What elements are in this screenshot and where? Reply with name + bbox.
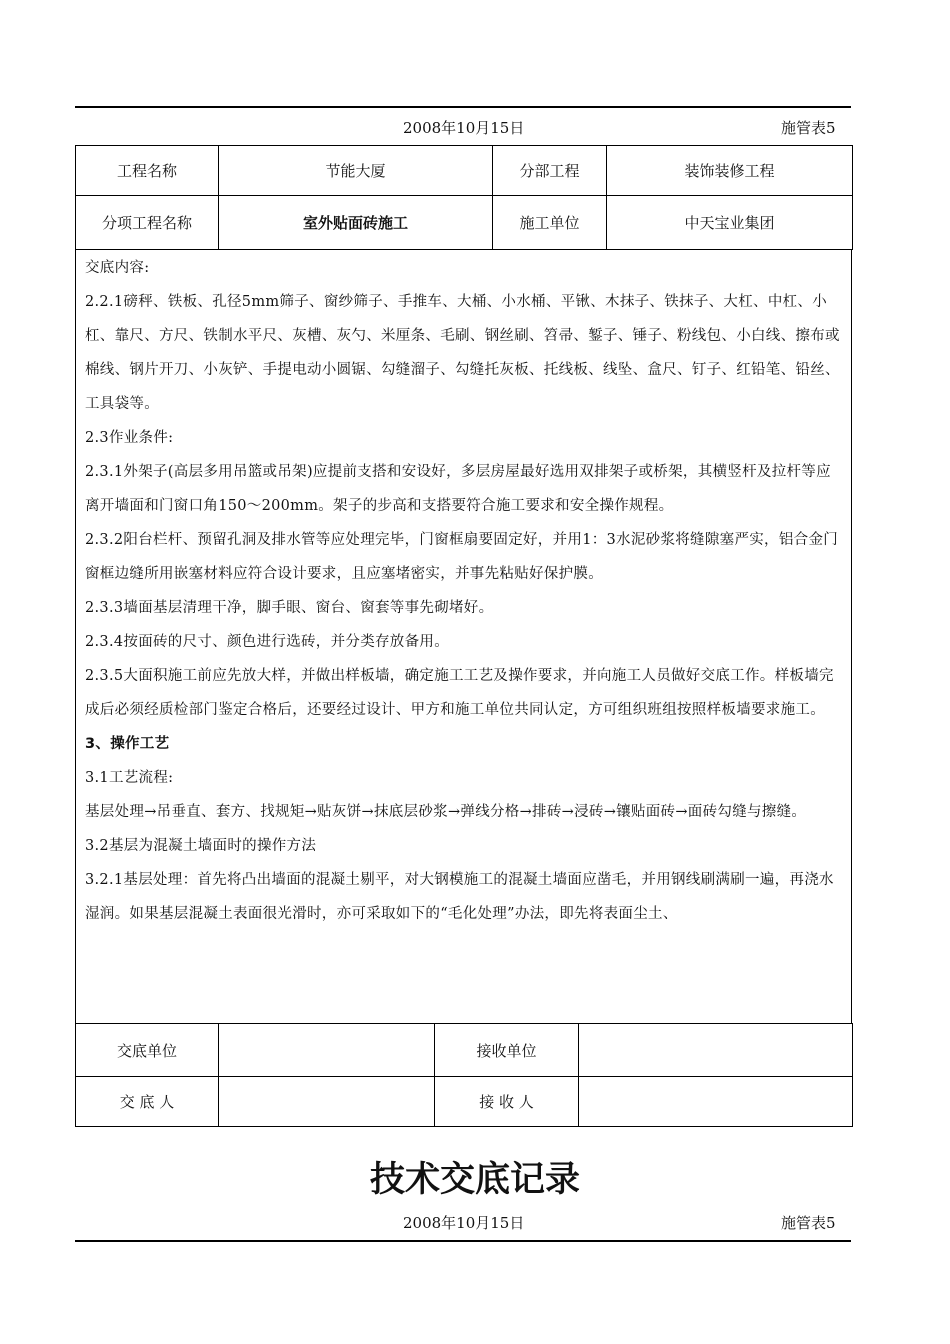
signature-row: [76, 1024, 853, 1077]
giver-label: 交 底 人: [76, 1077, 219, 1127]
info-row: [76, 146, 853, 196]
giver-unit-label: 交底单位: [76, 1024, 219, 1077]
giver-value: [219, 1077, 435, 1127]
signature-row: [76, 1077, 853, 1127]
content-paragraph: 3.2基层为混凝土墙面时的操作方法: [85, 838, 317, 854]
receiver-unit-label: 接收单位: [435, 1024, 579, 1077]
info-table: [75, 145, 853, 250]
project-name-label: 工程名称: [76, 146, 219, 196]
construction-unit-value: 中天宝业集团: [607, 196, 853, 250]
content-paragraph: 2.2.1磅秤、铁板、孔径5mm筛子、窗纱筛子、手推车、大桶、小水桶、平锹、木抹子、铁抹子、大杠、中杠、小杠、靠尺、方尺、铁制水平尺、灰槽、灰勺、米厘条、毛刷、钢丝刷、笤帚、錾子、锤子、粉线包、小白线、擦布或棉线、钢片开刀、小灰铲、手提电动小圆锯、勾缝溜子、勾缝托灰板、托线板、线坠、盒尺、钉子、红铅笔、铅丝、工具袋等。: [85, 294, 840, 412]
top-rule: [75, 106, 851, 108]
project-name-value: 节能大厦: [219, 146, 493, 196]
disclosure-content: [75, 249, 852, 1023]
subitem-name-label: 分项工程名称: [76, 196, 219, 250]
receiver-label: 接 收 人: [435, 1077, 579, 1127]
receiver-unit-value: [579, 1024, 853, 1077]
content-paragraph: 基层处理→吊垂直、套方、找规矩→贴灰饼→抹底层砂浆→弹线分格→排砖→浸砖→镶贴面砖→面砖勾缝与擦缝。: [85, 804, 807, 820]
content-paragraph: 2.3.4按面砖的尺寸、颜色进行选砖，并分类存放备用。: [85, 634, 449, 650]
division-label: 分部工程: [493, 146, 607, 196]
receiver-value: [579, 1077, 853, 1127]
footer-form-number: 施管表5: [781, 1214, 836, 1232]
section-heading: 3、操作工艺: [85, 736, 170, 752]
content-heading: 交底内容:: [85, 260, 150, 276]
content-paragraph: 2.3.1外架子(高层多用吊篮或吊架)应提前支搭和安设好，多层房屋最好选用双排架子或桥架，其横竖杆及拉杆等应离开墙面和门窗口角150～200mm。架子的步高和支搭要符合施工要求和安全操作规程。: [85, 464, 831, 514]
header-date: 2008年10月15日: [403, 119, 525, 137]
content-paragraph: 2.3.3墙面基层清理干净，脚手眼、窗台、窗套等事先砌堵好。: [85, 600, 494, 616]
construction-unit-label: 施工单位: [493, 196, 607, 250]
info-row: [76, 196, 853, 250]
giver-unit-value: [219, 1024, 435, 1077]
content-paragraph: 2.3.2阳台栏杆、预留孔洞及排水管等应处理完毕，门窗框扇要固定好，并用1：3水泥砂浆将缝隙塞严实，铝合金门窗框边缝所用嵌塞材料应符合设计要求，且应塞堵密实，并事先粘贴好保护膜。: [85, 532, 839, 582]
signature-table: [75, 1023, 853, 1127]
content-paragraph: 3.2.1基层处理：首先将凸出墙面的混凝土剔平，对大钢模施工的混凝土墙面应凿毛，并用钢线刷满刷一遍，再浇水湿润。如果基层混凝土表面很光滑时，亦可采取如下的“毛化处理”办法，即先将表面尘土、: [85, 872, 834, 922]
content-paragraph: 2.3作业条件:: [85, 430, 174, 446]
content-paragraph: 3.1工艺流程:: [85, 770, 174, 786]
page-title: 技术交底记录: [369, 1160, 580, 1200]
header-form-number: 施管表5: [781, 119, 836, 137]
footer-date: 2008年10月15日: [403, 1214, 525, 1232]
division-value: 装饰装修工程: [607, 146, 853, 196]
content-paragraph: 2.3.5大面积施工前应先放大样，并做出样板墙，确定施工工艺及操作要求，并向施工人员做好交底工作。样板墙完成后必须经质检部门鉴定合格后，还要经过设计、甲方和施工单位共同认定，方可组织班组按照样板墙要求施工。: [85, 668, 834, 718]
subitem-name-value: 室外贴面砖施工: [219, 196, 493, 250]
bottom-rule: [75, 1240, 851, 1242]
